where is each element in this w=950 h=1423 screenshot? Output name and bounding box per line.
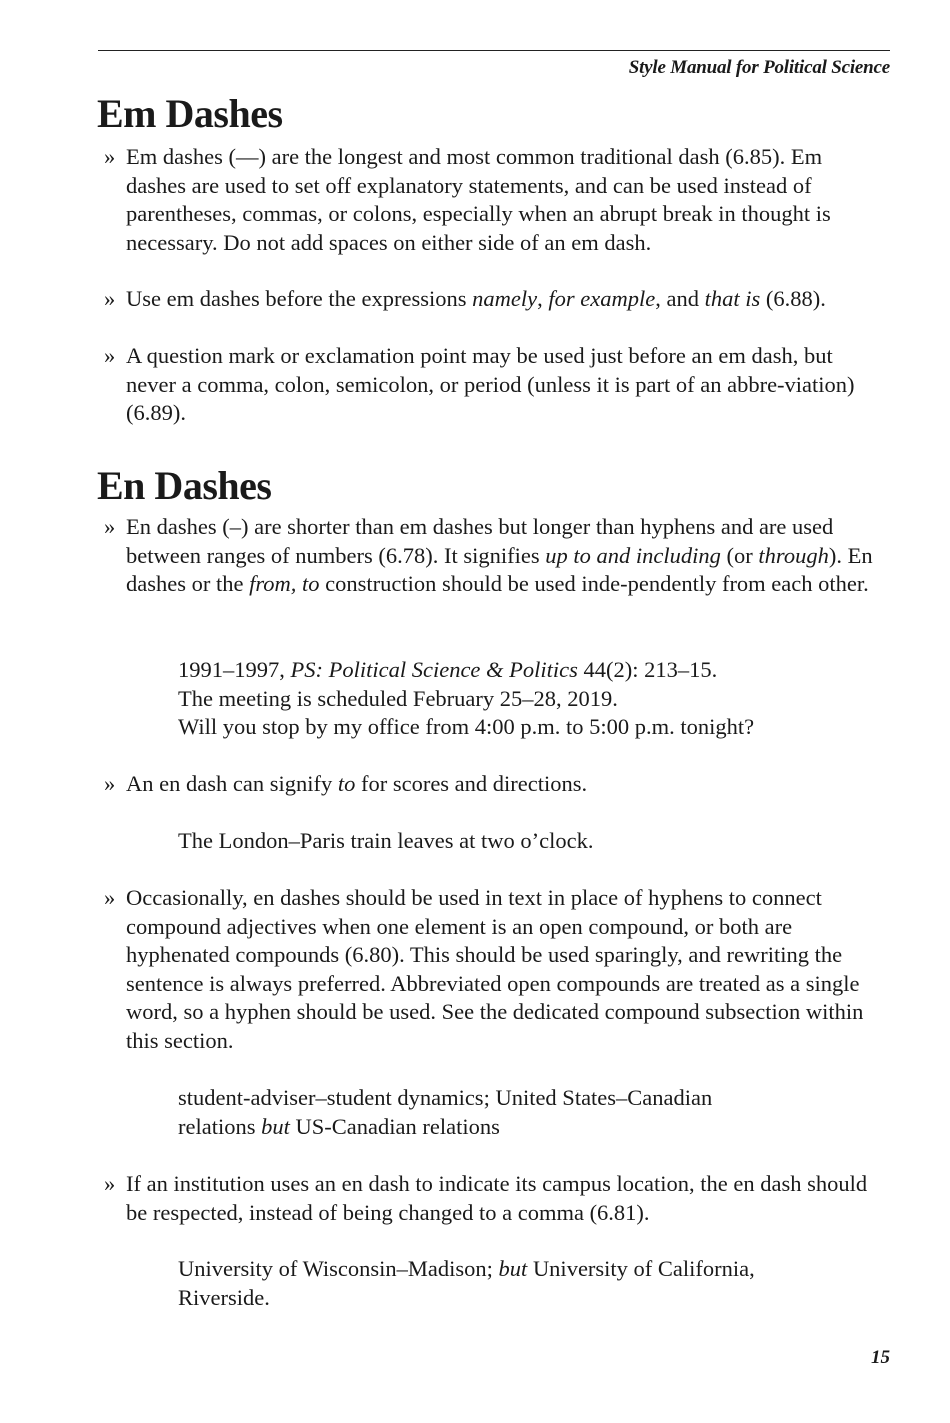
bullet-mark: » — [104, 286, 116, 311]
en-bullet-3 — [104, 884, 884, 1055]
en-bullet-2-text: An en dash can signify to for scores and directions. — [126, 771, 588, 796]
em-bullet-3 — [104, 342, 884, 428]
bullet-mark: » — [104, 514, 116, 539]
page-number: 15 — [871, 1347, 890, 1368]
example-line: student-adviser–student dynamics; United States–Canadian — [178, 1085, 713, 1110]
example-line: relations but US-Canadian relations — [178, 1113, 500, 1139]
bullet-mark: » — [104, 771, 116, 796]
example-line: Riverside. — [178, 1284, 270, 1310]
bullet-mark: » — [104, 885, 116, 910]
example-line: The London–Paris train leaves at two o’clock. — [178, 828, 594, 853]
en-example-4 — [178, 1255, 868, 1312]
running-head: Style Manual for Political Science — [628, 57, 890, 78]
en-example-2 — [178, 827, 868, 856]
en-bullet-2 — [104, 770, 884, 799]
em-bullet-2 — [104, 285, 884, 314]
em-bullet-3-text: A question mark or exclamation point may be used just before an em dash, but never a comma, colon, semicolon, or period (unless it is part of an abbre-viation) (6.89). — [126, 343, 855, 425]
em-bullet-2-text: Use em dashes before the expressions namely, for example, and that is (6.88). — [126, 286, 826, 311]
example-line: 1991–1997, PS: Political Science & Politics 44(2): 213–15. — [178, 657, 718, 682]
bullet-mark: » — [104, 343, 116, 368]
example-line: Will you stop by my office from 4:00 p.m. to 5:00 p.m. tonight? — [178, 714, 755, 739]
em-bullet-1 — [104, 143, 884, 257]
en-dashes-heading: En Dashes — [97, 463, 272, 508]
en-bullet-4 — [104, 1170, 884, 1227]
bullet-mark: » — [104, 1171, 116, 1196]
example-line: The meeting is scheduled February 25–28, 2019. — [178, 685, 618, 711]
en-example-1 — [178, 656, 868, 742]
en-bullet-3-text: Occasionally, en dashes should be used in text in place of hyphens to connect compound adjectives when one element is an open compound, or both are hyphenated compounds (6.80). This should be used sparingly, and rewriting the sentence is always preferred. Abbreviated open compounds are treated as a single word, so a hyphen should be used. See the dedicated compound subsection within this section. — [126, 885, 864, 1053]
en-bullet-4-text: If an institution uses an en dash to indicate its campus location, the en dash should be respected, instead of being changed to a comma (6.81). — [126, 1171, 868, 1225]
bullet-mark: » — [104, 144, 116, 169]
em-dashes-heading: Em Dashes — [97, 91, 283, 136]
en-bullet-1 — [104, 513, 884, 599]
header-rule — [98, 50, 890, 51]
en-example-3 — [178, 1084, 868, 1141]
em-bullet-1-text: Em dashes (—) are the longest and most common traditional dash (6.85). Em dashes are used to set off explanatory statements, and can be used instead of parentheses, commas, or colons, especially when an abrupt break in thought is necessary. Do not add spaces on either side of an em dash. — [126, 144, 831, 255]
example-line: University of Wisconsin–Madison; but University of California, — [178, 1256, 755, 1281]
en-bullet-1-text: En dashes (–) are shorter than em dashes but longer than hyphens and are used between ranges of numbers (6.78). It signifies up to and including (or through). En dashes or the from, to construction should be used inde-pendently from each other. — [126, 514, 873, 596]
